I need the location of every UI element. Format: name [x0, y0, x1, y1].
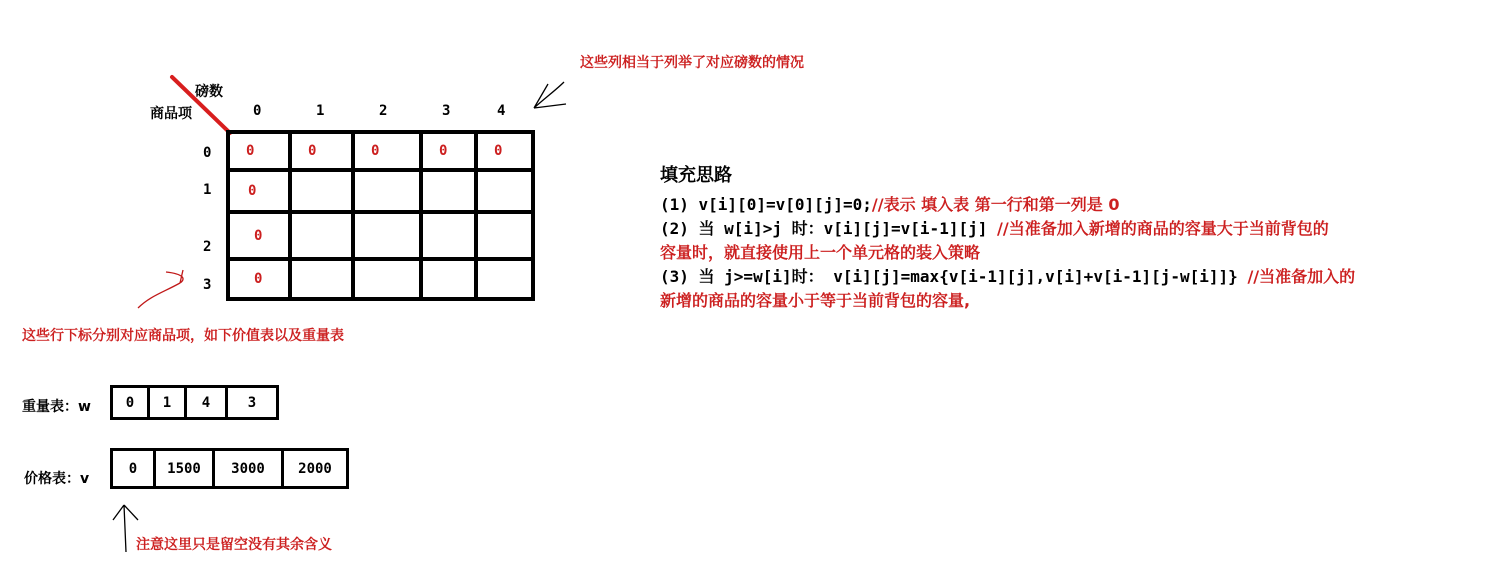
corner-col-label: 磅数	[195, 84, 223, 100]
grid-cell	[421, 170, 476, 212]
rows-arrow	[138, 270, 183, 308]
value-cell: 0	[112, 450, 155, 488]
grid-cell	[353, 259, 421, 299]
rule-3	[660, 265, 1480, 289]
fill-ideas	[660, 163, 1480, 313]
rows-note: 这些行下标分别对应商品项，如下价值表以及重量表	[22, 328, 344, 344]
col-header: 0	[253, 103, 262, 119]
value-table	[110, 448, 349, 489]
dp-grid	[226, 130, 535, 301]
value-table-label: 价格表：v	[24, 471, 90, 487]
weight-cell: 1	[149, 387, 186, 419]
rule-3-code: (3) 当 j>=w[i]时： v[i][j]=max{v[i-1][j],v[i]+v[i-1][j-w[i]]}	[660, 267, 1248, 286]
col-header: 4	[497, 103, 506, 119]
columns-arrow	[534, 82, 566, 108]
corner-row-label: 商品项	[150, 106, 192, 122]
grid-row	[228, 259, 533, 299]
grid-cell: 0	[228, 259, 290, 299]
grid-cell: 0	[476, 132, 533, 170]
value-cell: 1500	[155, 450, 214, 488]
grid-cell	[290, 212, 353, 259]
rule-1-code: (1) v[i][0]=v[0][j]=0;	[660, 195, 872, 214]
grid-cell: 0	[421, 132, 476, 170]
grid-cell: 0	[290, 132, 353, 170]
grid-cell: 0	[228, 132, 290, 170]
row-header: 2	[203, 239, 212, 255]
fill-ideas-title: 填充思路	[660, 165, 732, 186]
grid-cell	[290, 259, 353, 299]
grid-cell: 0	[228, 212, 290, 259]
rule-3-comment-a: //当准备加入的	[1247, 267, 1356, 286]
row-header: 3	[203, 277, 212, 293]
grid-cell	[353, 170, 421, 212]
grid-cell: 0	[228, 170, 290, 212]
grid-cell	[476, 259, 533, 299]
row-header: 0	[203, 145, 212, 161]
grid-cell	[290, 170, 353, 212]
grid-cell	[421, 259, 476, 299]
weight-cell: 4	[186, 387, 227, 419]
col-header: 2	[379, 103, 388, 119]
value-cell: 3000	[214, 450, 283, 488]
weight-table	[110, 385, 279, 420]
grid-cell	[476, 170, 533, 212]
grid-cell	[476, 212, 533, 259]
rule-3-comment-b: 新增的商品的容量小于等于当前背包的容量,	[660, 291, 971, 310]
col-header: 3	[442, 103, 451, 119]
weight-table-label: 重量表：w	[22, 399, 91, 415]
weight-cell: 3	[227, 387, 278, 419]
grid-row	[228, 212, 533, 259]
blank-note: 注意这里只是留空没有其余含义	[136, 537, 332, 553]
value-cell: 2000	[283, 450, 348, 488]
grid-cell	[421, 212, 476, 259]
rule-2-code: (2) 当 w[i]>j 时：v[i][j]=v[i-1][j]	[660, 219, 997, 238]
grid-cell	[353, 212, 421, 259]
grid-row	[228, 132, 533, 170]
rule-2-comment-b: 容量时，就直接使用上一个单元格的装入策略	[660, 243, 981, 262]
rule-2-comment-a: //当准备加入新增的商品的容量大于当前背包的	[997, 219, 1329, 238]
grid-cell: 0	[353, 132, 421, 170]
rule-1-comment: //表示 填入表 第一行和第一列是 0	[871, 195, 1120, 214]
row-header: 1	[203, 182, 212, 198]
columns-note: 这些列相当于列举了对应磅数的情况	[580, 55, 804, 71]
col-header: 1	[316, 103, 325, 119]
blank-cell-arrow	[113, 505, 138, 552]
grid-row	[228, 170, 533, 212]
rule-2	[660, 217, 1480, 241]
weight-cell: 0	[112, 387, 149, 419]
rule-1	[660, 193, 1480, 217]
